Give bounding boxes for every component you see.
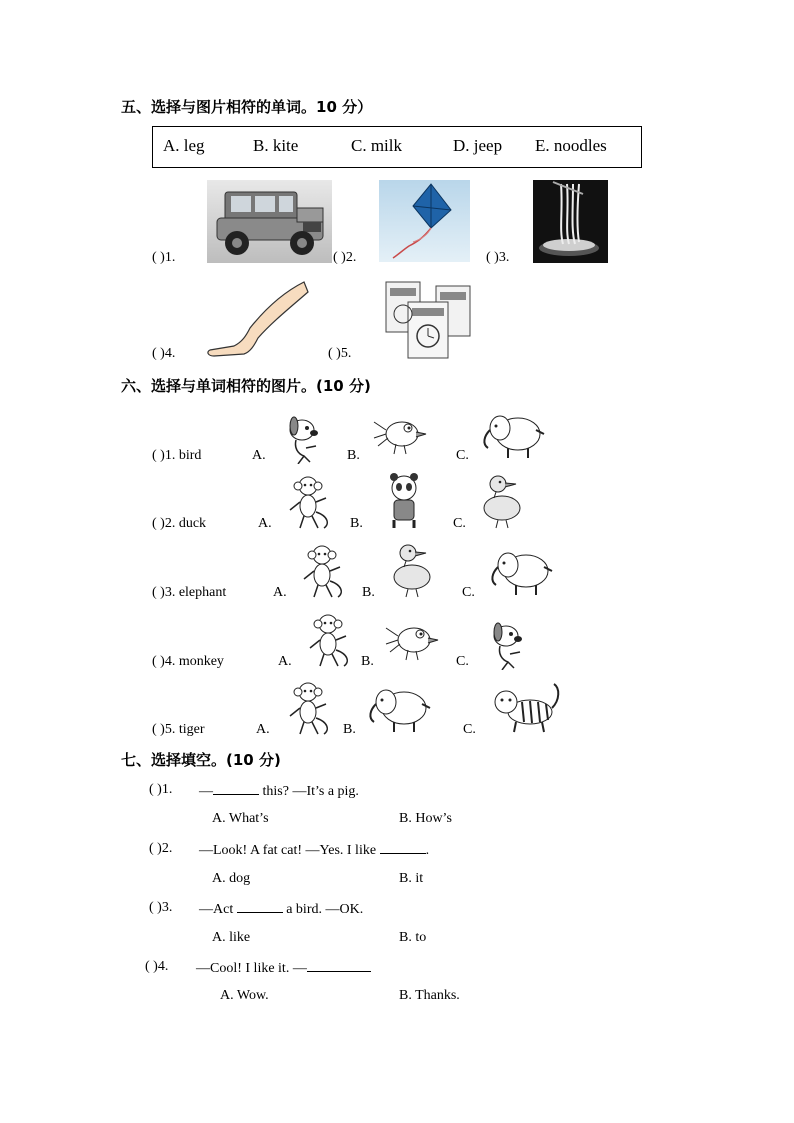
option-d: D. jeep bbox=[453, 136, 503, 155]
q6-5-label: ( )5. tiger bbox=[152, 722, 205, 737]
q6-4-option-b: B. bbox=[361, 654, 374, 669]
q7-3-option-a: A. like bbox=[212, 930, 251, 945]
q6-3-label: ( )3. elephant bbox=[152, 585, 227, 600]
bird-picture bbox=[384, 606, 464, 670]
monkey-picture bbox=[280, 468, 360, 532]
q7-1-option-b: B. How’s bbox=[399, 811, 452, 826]
answer-blank bbox=[237, 900, 283, 913]
elephant-picture bbox=[478, 400, 558, 464]
dog-picture bbox=[276, 400, 356, 464]
item5-3: ( )3. bbox=[486, 250, 510, 265]
q7-2-stem: —Look! A fat cat! —Yes. I like . bbox=[199, 843, 430, 858]
q7-3-option-b: B. to bbox=[399, 930, 427, 945]
q7-3-stem: —Act a bird. —OK. bbox=[199, 902, 364, 917]
duck-picture bbox=[474, 468, 554, 532]
q6-5-option-b: B. bbox=[343, 722, 356, 737]
q6-5-option-c: C. bbox=[463, 722, 476, 737]
q7-2-option-b: B. it bbox=[399, 871, 424, 886]
tiger-picture bbox=[486, 674, 566, 738]
q6-2-option-b: B. bbox=[350, 516, 363, 531]
section6-title: 六、选择与单词相符的图片。(10 分) bbox=[121, 377, 371, 395]
panda-picture bbox=[374, 468, 454, 532]
elephant-picture bbox=[364, 674, 444, 738]
q6-1-label: ( )1. bird bbox=[152, 448, 202, 463]
q7-1-number: ( )1. bbox=[149, 782, 173, 797]
q6-4-label: ( )4. monkey bbox=[152, 654, 224, 669]
answer-blank bbox=[307, 959, 371, 972]
duck-picture bbox=[384, 537, 464, 601]
option-b: B. kite bbox=[253, 136, 299, 155]
q7-4-option-a: A. Wow. bbox=[220, 988, 269, 1003]
q6-3-option-a: A. bbox=[273, 585, 287, 600]
q6-2-label: ( )2. duck bbox=[152, 516, 207, 531]
option-a: A. leg bbox=[163, 136, 205, 155]
q6-1-option-c: C. bbox=[456, 448, 469, 463]
item5-4: ( )4. bbox=[152, 346, 176, 361]
q6-4-option-a: A. bbox=[278, 654, 292, 669]
elephant-picture bbox=[486, 537, 566, 601]
q6-1-option-b: B. bbox=[347, 448, 360, 463]
answer-blank bbox=[380, 841, 426, 854]
jeep-picture bbox=[207, 180, 332, 263]
q7-2-number: ( )2. bbox=[149, 841, 173, 856]
item5-1: ( )1. bbox=[152, 250, 176, 265]
noodles-picture bbox=[533, 180, 608, 263]
q6-3-option-c: C. bbox=[462, 585, 475, 600]
milk-picture bbox=[384, 280, 474, 360]
leg-picture bbox=[206, 280, 310, 360]
item5-2: ( )2. bbox=[333, 250, 357, 265]
word-options-box bbox=[152, 126, 642, 168]
q6-2-option-c: C. bbox=[453, 516, 466, 531]
option-e: E. noodles bbox=[535, 136, 607, 155]
q7-1-option-a: A. What’s bbox=[212, 811, 269, 826]
item5-5: ( )5. bbox=[328, 346, 352, 361]
q6-5-option-a: A. bbox=[256, 722, 270, 737]
q7-4-option-b: B. Thanks. bbox=[399, 988, 460, 1003]
bird-picture bbox=[372, 400, 452, 464]
q7-4-number: ( )4. bbox=[145, 959, 169, 974]
q6-3-option-b: B. bbox=[362, 585, 375, 600]
q7-3-number: ( )3. bbox=[149, 900, 173, 915]
option-c: C. milk bbox=[351, 136, 403, 155]
q7-2-option-a: A. dog bbox=[212, 871, 251, 886]
q6-4-option-c: C. bbox=[456, 654, 469, 669]
kite-picture bbox=[379, 180, 470, 262]
q7-4-stem: —Cool! I like it. — bbox=[196, 959, 371, 977]
section5-title: 五、选择与图片相符的单词。10 分） bbox=[121, 98, 373, 116]
q7-1-stem: — this? —It’s a pig. bbox=[199, 784, 359, 799]
q6-1-option-a: A. bbox=[252, 448, 266, 463]
q6-2-option-a: A. bbox=[258, 516, 272, 531]
dog-picture bbox=[480, 606, 560, 670]
section7-title: 七、选择填空。(10 分) bbox=[121, 751, 281, 769]
answer-blank bbox=[213, 782, 259, 795]
